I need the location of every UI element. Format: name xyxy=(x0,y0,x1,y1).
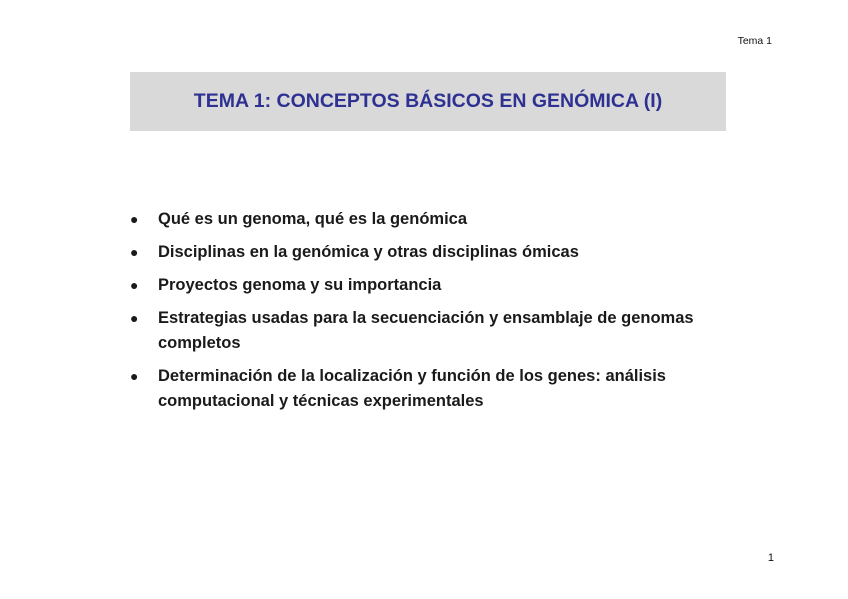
list-item xyxy=(128,240,728,265)
bullet-text: Estrategias usadas para la secuenciación y ensamblaje de genomas completos xyxy=(158,309,694,352)
list-item xyxy=(128,273,728,298)
page-number: 1 xyxy=(767,552,774,564)
list-item xyxy=(128,364,728,414)
bullet-icon: ● xyxy=(130,211,139,227)
bullet-list xyxy=(128,207,728,422)
bullet-icon: ● xyxy=(130,244,139,260)
bullet-icon: ● xyxy=(130,368,139,384)
title-banner xyxy=(130,72,726,131)
bullet-text: Proyectos genoma y su importancia xyxy=(158,276,442,294)
list-item xyxy=(128,306,728,356)
list-item xyxy=(128,207,728,232)
slide-title: TEMA 1: CONCEPTOS BÁSICOS EN GENÓMICA (I) xyxy=(193,90,663,112)
bullet-text: Disciplinas en la genómica y otras disciplinas ómicas xyxy=(158,243,579,261)
bullet-text: Determinación de la localización y función de los genes: análisis computacional y técnicas experimentales xyxy=(158,367,666,410)
bullet-text: Qué es un genoma, qué es la genómica xyxy=(158,210,468,228)
header-label: Tema 1 xyxy=(737,35,772,47)
bullet-icon: ● xyxy=(130,277,139,293)
bullet-icon: ● xyxy=(130,310,139,326)
